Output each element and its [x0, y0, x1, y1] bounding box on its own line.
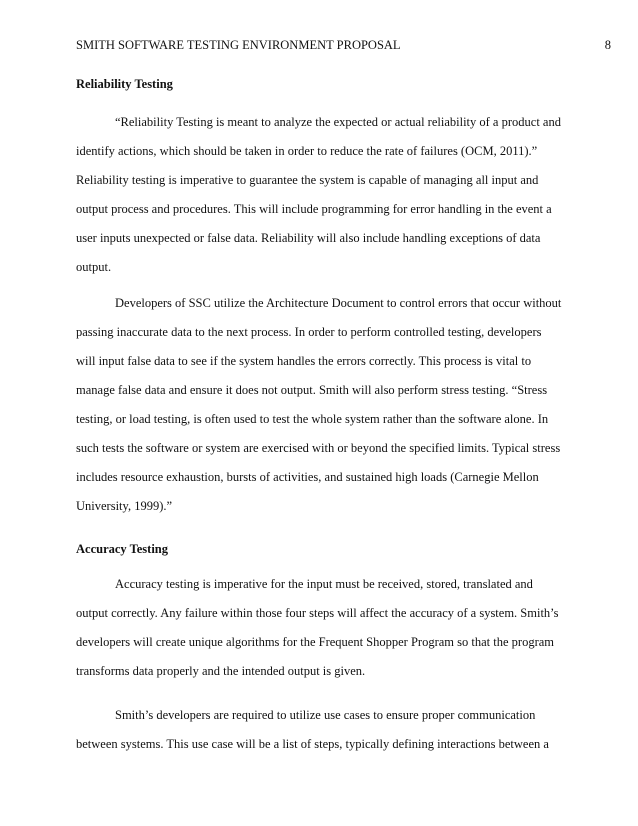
text-line: output process and procedures. This will include programming for error handling in the event a: [76, 202, 552, 216]
section-heading-reliability: Reliability Testing: [76, 77, 173, 91]
text-line: passing inaccurate data to the next process. In order to perform controlled testing, developers: [76, 325, 542, 339]
text-line: will input false data to see if the system handles the errors correctly. This process is vital to: [76, 354, 532, 368]
text-line: Reliability testing is imperative to guarantee the system is capable of managing all input and: [76, 173, 539, 187]
text-line: University, 1999).”: [76, 499, 173, 513]
text-line: Accuracy testing is imperative for the input must be received, stored, translated and: [115, 577, 533, 591]
text-line: Smith’s developers are required to utilize use cases to ensure proper communication: [115, 708, 536, 722]
text-line: transforms data properly and the intended output is given.: [76, 664, 366, 678]
text-line: output.: [76, 260, 112, 274]
text-line: output correctly. Any failure within those four steps will affect the accuracy of a system. Smith’s: [76, 606, 559, 620]
text-line: user inputs unexpected or false data. Reliability will also include handling exceptions of data: [76, 231, 541, 245]
text-line: identify actions, which should be taken in order to reduce the rate of failures (OCM, 2011).”: [76, 144, 538, 158]
section-heading-accuracy: Accuracy Testing: [76, 542, 169, 556]
text-line: between systems. This use case will be a list of steps, typically defining interactions between a: [76, 737, 549, 751]
text-line: “Reliability Testing is meant to analyze the expected or actual reliability of a product and: [115, 115, 561, 129]
text-line: includes resource exhaustion, bursts of activities, and sustained high loads (Carnegie Mellon: [76, 470, 539, 484]
text-line: manage false data and ensure it does not output. Smith will also perform stress testing. “Stress: [76, 383, 548, 397]
text-line: Developers of SSC utilize the Architecture Document to control errors that occur without: [115, 296, 562, 310]
text-line: testing, or load testing, is often used to test the whole system rather than the software alone. In: [76, 412, 549, 426]
text-line: such tests the software or system are exercised with or beyond the specified limits. Typical stress: [76, 441, 561, 455]
text-line: developers will create unique algorithms for the Frequent Shopper Program so that the program: [76, 635, 554, 649]
page-number: 8: [604, 38, 611, 52]
running-head: SMITH SOFTWARE TESTING ENVIRONMENT PROPOSAL: [76, 38, 401, 52]
